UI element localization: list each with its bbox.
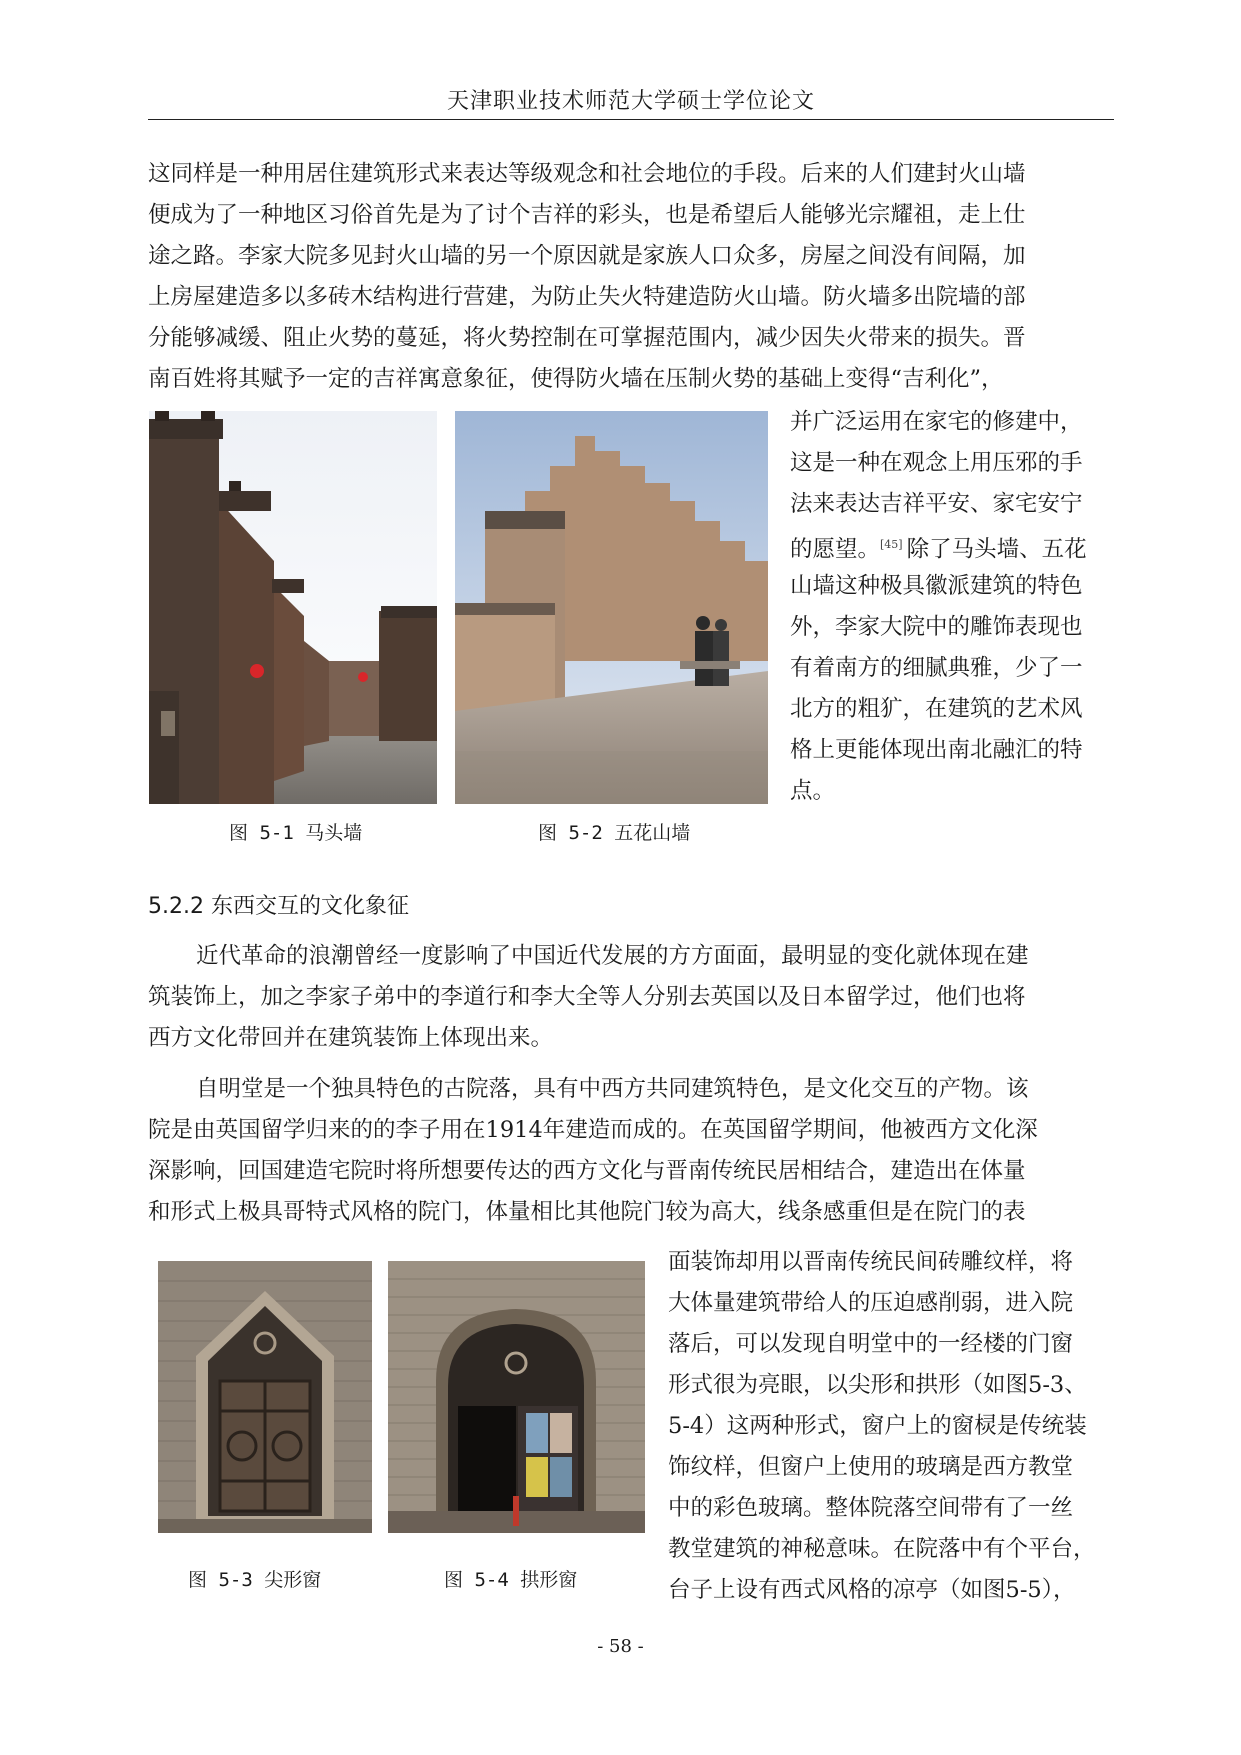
body-line: 和形式上极具哥特式风格的院门，体量相比其他院门较为高大，线条感重但是在院门的表 [148,1199,1026,1225]
body-line: 山墙这种极具徽派建筑的特色 [790,573,1083,599]
body-line: 这同样是一种用居住建筑形式来表达等级观念和社会地位的手段。后来的人们建封火山墙 [148,161,1026,187]
body-line: 并广泛运用在家宅的修建中， [790,409,1083,435]
body-line: 落后，可以发现自明堂中的一经楼的门窗 [668,1331,1074,1357]
pointed-window-photo [158,1261,372,1533]
body-line: 途之路。李家大院多见封火山墙的另一个原因就是家族人口众多，房屋之间没有间隔，加 [148,243,1026,269]
body-line: 深影响，回国建造宅院时将所想要传达的西方文化与晋南传统民居相结合，建造出在体量 [148,1158,1026,1184]
figure-5-2-caption: 图 5-2 五花山墙 [538,822,691,844]
body-line: 面装饰却用以晋南传统民间砖雕纹样，将 [668,1249,1074,1275]
body-line: 西方文化带回并在建筑装饰上体现出来。 [148,1025,554,1051]
body-text: 除了马头墙、五花 [906,536,1087,563]
body-line [790,531,1115,564]
body-line: 外，李家大院中的雕饰表现也 [790,614,1083,640]
figure-5-4-caption: 图 5-4 拱形窗 [444,1569,578,1591]
body-line: 自明堂是一个独具特色的古院落，具有中西方共同建筑特色，是文化交互的产物。该 [196,1076,1029,1102]
body-line: 大体量建筑带给人的压迫感削弱，进入院 [668,1290,1074,1316]
body-line: 教堂建筑的神秘意味。在院落中有个平台， [668,1536,1096,1562]
figure-5-3-caption: 图 5-3 尖形窗 [188,1569,322,1591]
body-line: 形式很为亮眼，以尖形和拱形（如图5-3、 [668,1372,1087,1398]
body-line: 饰纹样，但窗户上使用的玻璃是西方教堂 [668,1454,1074,1480]
arched-window-photo [388,1261,645,1533]
section-heading: 5.2.2 东西交互的文化象征 [148,894,409,919]
body-line: 上房屋建造多以多砖木结构进行营建，为防止失火特建造防火山墙。防火墙多出院墙的部 [148,284,1026,310]
five-flower-gable-wall-photo [455,411,768,804]
header-rule [148,119,1114,120]
figure-5-2-photo [455,411,768,804]
body-line: 分能够减缓、阻止火势的蔓延，将火势控制在可掌握范围内，减少因失火带来的损失。晋 [148,325,1026,351]
body-line: 北方的粗犷，在建筑的艺术风 [790,696,1083,722]
body-line: 近代革命的浪潮曾经一度影响了中国近代发展的方方面面，最明显的变化就体现在建 [196,943,1029,969]
figure-5-1-caption: 图 5-1 马头墙 [229,822,363,844]
body-line: 中的彩色玻璃。整体院落空间带有了一丝 [668,1495,1074,1521]
page-number: - 58 - [597,1636,644,1657]
body-line: 筑装饰上，加之李家子弟中的李道行和李大全等人分别去英国以及日本留学过，他们也将 [148,984,1026,1010]
body-line: 点。 [790,778,836,804]
body-line: 5-4）这两种形式，窗户上的窗棂是传统装 [668,1413,1087,1439]
running-header: 天津职业技术师范大学硕士学位论文 [446,89,815,114]
figure-5-1-photo [149,411,437,804]
body-line: 院是由英国留学归来的的李子用在1914年建造而成的。在英国留学期间，他被西方文化深 [148,1117,1038,1143]
body-line: 法来表达吉祥平安、家宅安宁 [790,491,1083,517]
horse-head-wall-photo [149,411,437,804]
body-line: 南百姓将其赋予一定的吉祥寓意象征，使得防火墙在压制火势的基础上变得“吉利化”， [148,366,1004,392]
body-line: 格上更能体现出南北融汇的特 [790,737,1083,763]
figure-5-4-photo [388,1261,645,1533]
body-line: 便成为了一种地区习俗首先是为了讨个吉祥的彩头，也是希望后人能够光宗耀祖，走上仕 [148,202,1026,228]
body-line: 台子上设有西式风格的凉亭（如图5-5）， [668,1577,1076,1603]
body-text: 的愿望。 [790,536,881,563]
citation-reference: [45] [880,538,903,551]
body-line: 有着南方的细腻典雅，少了一 [790,655,1083,681]
body-line: 这是一种在观念上用压邪的手 [790,450,1083,476]
figure-5-3-photo [158,1261,372,1533]
